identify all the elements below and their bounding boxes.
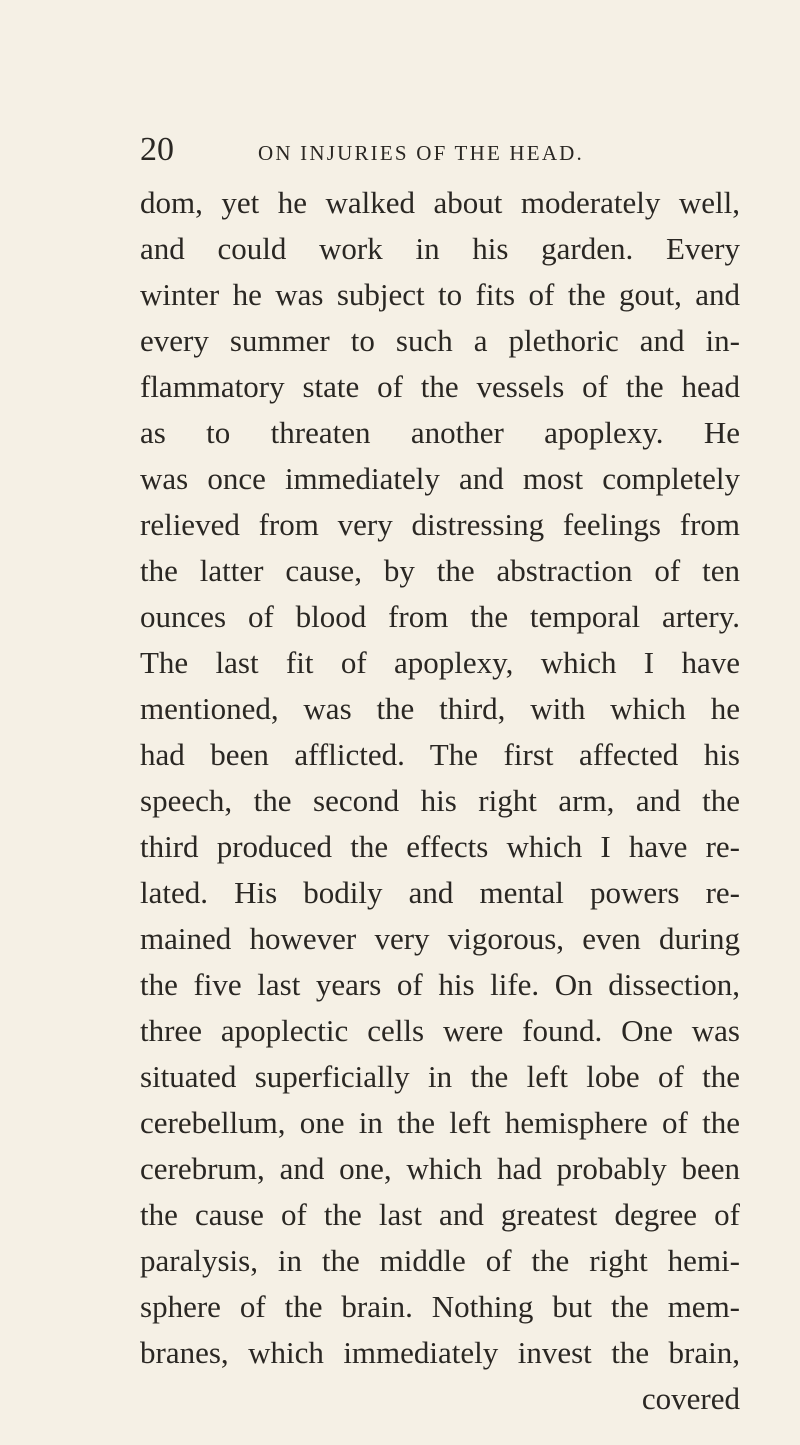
text-line: ounces of blood from the temporal artery.: [140, 599, 740, 634]
text-line: mentioned, was the third, with which he: [140, 691, 740, 726]
text-line: third produced the effects which I have re-: [140, 829, 740, 864]
body-text: [140, 180, 740, 1422]
text-line: mained however very vigorous, even during: [140, 921, 740, 956]
text-line: paralysis, in the middle of the right hemi-: [140, 1243, 740, 1278]
text-line: cerebellum, one in the left hemisphere of the: [140, 1105, 740, 1140]
text-line: speech, the second his right arm, and the: [140, 783, 740, 818]
text-line: dom, yet he walked about moderately well,: [140, 185, 740, 220]
text-line: the latter cause, by the abstraction of ten: [140, 553, 740, 588]
catchword: covered: [641, 1381, 740, 1416]
text-line: flammatory state of the vessels of the head: [140, 369, 740, 404]
text-line: was once immediately and most completely: [140, 461, 740, 496]
running-head: [140, 130, 740, 170]
text-line: branes, which immediately invest the brain,: [140, 1335, 740, 1370]
text-line: situated superficially in the left lobe of the: [140, 1059, 740, 1094]
text-line: and could work in his garden. Every: [140, 231, 740, 266]
text-line: the cause of the last and greatest degree of: [140, 1197, 740, 1232]
text-line: winter he was subject to fits of the gout, and: [140, 277, 740, 312]
text-line: the five last years of his life. On dissection,: [140, 967, 740, 1002]
page-number: 20: [140, 131, 174, 168]
text-line: as to threaten another apoplexy. He: [140, 415, 740, 450]
text-line: every summer to such a plethoric and in-: [140, 323, 740, 358]
text-line: relieved from very distressing feelings from: [140, 507, 740, 542]
text-line: lated. His bodily and mental powers re-: [140, 875, 740, 910]
text-line: The last fit of apoplexy, which I have: [140, 645, 740, 680]
text-line: had been afflicted. The first affected his: [140, 737, 740, 772]
running-title: ON INJURIES OF THE HEAD.: [258, 141, 584, 165]
text-line: cerebrum, and one, which had probably been: [140, 1151, 740, 1186]
text-line: sphere of the brain. Nothing but the mem-: [140, 1289, 740, 1324]
text-line: three apoplectic cells were found. One was: [140, 1013, 740, 1048]
